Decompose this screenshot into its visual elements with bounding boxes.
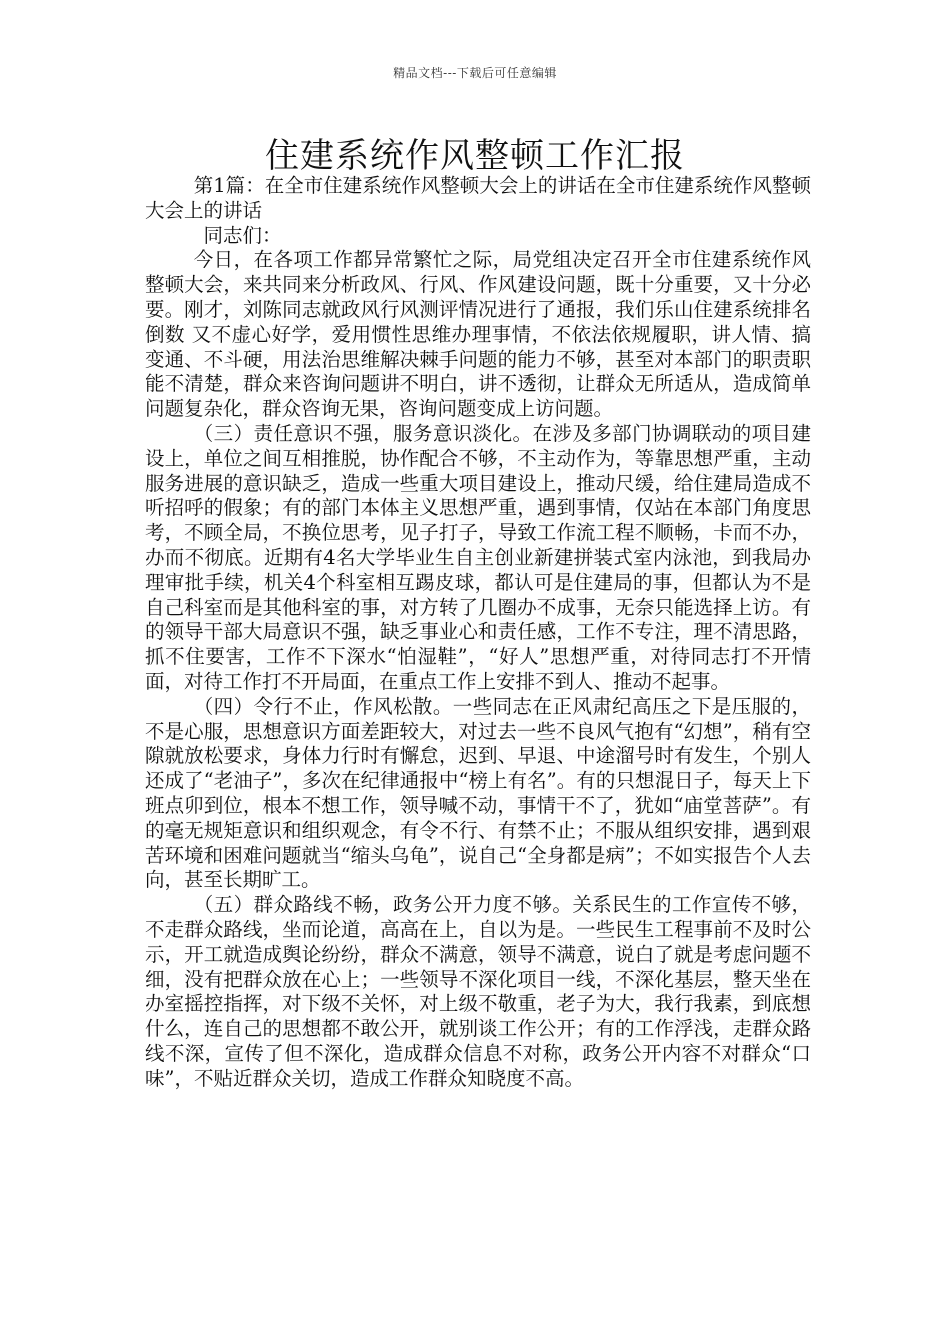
paragraph-intro: 今日，在各项工作都异常繁忙之际，局党组决定召开全市住建系统作风整顿大会，来共同来分析政风、行风、作风建设问题，既十分重要，又十分必要。刚才，刘陈同志就政风行风测评情况进行了通报，我们乐山住建系统排名倒数 又不虚心好学，爱用惯性思维办理事情，不依法依规履职，讲人情、搞变通、不斗硬，用法治思维解决棘手问题的能力不够，甚至对本部门的职责职能不清楚，群众来咨询问题讲不明白，讲不透彻，让群众无所适从，造成简单问题复杂化，群众咨询无果，咨询问题变成上访问题。 [145, 248, 811, 421]
document-body [145, 174, 811, 1091]
paragraph-chapter-heading: 第1篇：在全市住建系统作风整顿大会上的讲话在全市住建系统作风整顿大会上的讲话 [145, 174, 811, 222]
paragraph-section-4: （四）令行不止，作风松散。一些同志在正风肃纪高压之下是压服的，不是心服，思想意识方面差距较大，对过去一些不良风气抱有“幻想”，稍有空隙就放松要求，身体力行时有懈怠，迟到、早退、中途溜号时有发生，个别人还成了“老油子”，多次在纪律通报中“榜上有名”。有的只想混日子，每天上下班点卯到位，根本不想工作，领导喊不动，事情干不了，犹如“庙堂菩萨”。有的毫无规矩意识和组织观念，有令不行、有禁不止；不服从组织安排，遇到艰苦环境和困难问题就当“缩头乌龟”，说自己“全身都是病”；不如实报告个人去向，甚至长期旷工。 [145, 694, 811, 892]
paragraph-section-5: （五）群众路线不畅，政务公开力度不够。关系民生的工作宣传不够，不走群众路线，坐而论道，高高在上，自以为是。一些民生工程事前不及时公示，开工就造成舆论纷纷，群众不满意，领导不满意，说白了就是考虑问题不细，没有把群众放在心上；一些领导不深化项目一线，不深化基层，整天坐在办室摇控指挥，对下级不关怀，对上级不敬重，老子为大，我行我素，到底想什么，连自己的思想都不敢公开，就别谈工作公开；有的工作浮浅，走群众路线不深，宣传了但不深化，造成群众信息不对称，政务公开内容不对群众“口味”，不贴近群众关切，造成工作群众知晓度不高。 [145, 893, 811, 1090]
paragraph-section-3: （三）责任意识不强，服务意识淡化。在涉及多部门协调联动的项目建设上，单位之间互相推脱，协作配合不够，不主动作为，等靠思想严重，主动服务进展的意识缺乏，造成一些重大项目建设上，推动尺缓，给住建局造成不听招呼的假象；有的部门本体主义思想严重，遇到事情，仅站在本部门角度思考，不顾全局，不换位思考，见子打子，导致工作流工程不顺畅，卡而不办，办而不彻底。近期有4名大学毕业生自主创业新建拼装式室内泳池，到我局办理审批手续，机关4个科室相互踢皮球，都认可是住建局的事，但都认为不是自己科室而是其他科室的事，对方转了几圈办不成事，无奈只能选择上访。有的领导干部大局意识不强，缺乏事业心和责任感，工作不专注，理不清思路，抓不住要害，工作不下深水“怕湿鞋”，“好人”思想严重，对待同志打不开情面，对待工作打不开局面，在重点工作上安排不到人、推动不起事。 [145, 421, 811, 693]
paragraph-salutation: 同志们： [203, 223, 282, 247]
header-note: 精品文档---下载后可任意编辑 [393, 66, 557, 80]
document-title: 住建系统作风整顿工作汇报 [265, 136, 685, 176]
